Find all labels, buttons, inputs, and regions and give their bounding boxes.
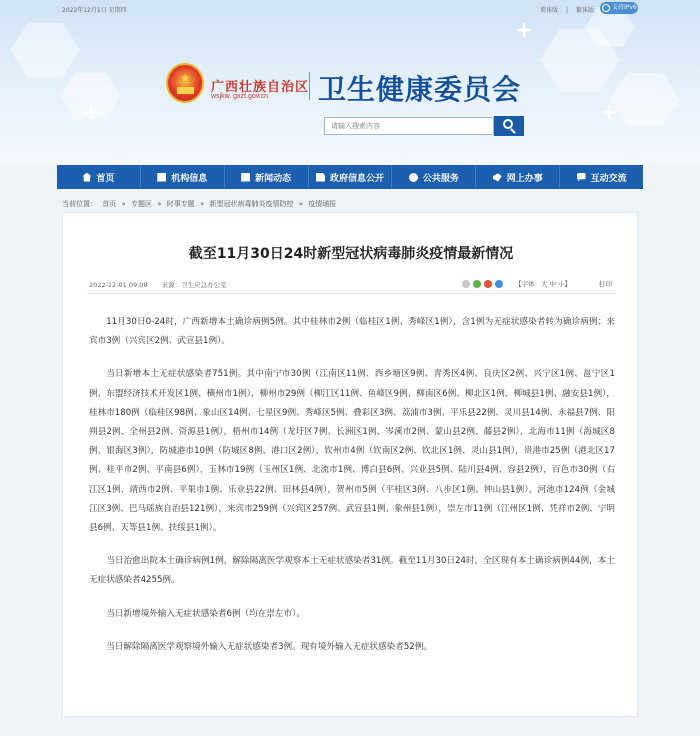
article-meta: [89, 280, 239, 289]
article-paragraph: 当日解除隔离医学观察境外输入无症状感染者3例。现有境外输入无症状感染者52例。: [106, 641, 432, 652]
ipv6-icon: [602, 4, 610, 12]
region-name: 广西壮族自治区: [211, 80, 310, 95]
hexagon-decoration: [610, 70, 680, 130]
article-paragraph: 当日新增境外输入无症状感染者6例（均在崇左市）。: [106, 608, 306, 619]
breadcrumb-item[interactable]: 时事专题: [166, 200, 195, 208]
breadcrumb-separator: »: [298, 200, 304, 208]
divider: [87, 293, 615, 294]
font-size-control[interactable]: 【字体：大 中 小】: [515, 280, 572, 288]
breadcrumb-separator: »: [121, 200, 126, 208]
breadcrumb: [62, 199, 339, 209]
breadcrumb-separator: »: [200, 200, 205, 208]
nav-label: 新闻动态: [255, 173, 292, 184]
search-input[interactable]: 请输入搜索内容: [324, 117, 494, 135]
share-icons: [462, 280, 506, 288]
weibo-icon[interactable]: [484, 280, 492, 288]
plus-decoration: +: [82, 100, 101, 125]
top-links: [534, 5, 594, 14]
share-icon[interactable]: [462, 280, 470, 288]
news-icon: [241, 173, 250, 182]
current-date: 2022年12月1日 星期四: [62, 7, 127, 14]
site-title[interactable]: 卫生健康委员会: [318, 73, 522, 106]
document-icon: [316, 173, 325, 182]
separator: |: [566, 7, 569, 14]
header-divider: [309, 72, 310, 100]
nav-item-org[interactable]: [141, 165, 225, 189]
article-date: 2022-12-01 09:08: [89, 281, 148, 289]
nav-label: 机构信息: [171, 173, 208, 184]
region-url: wsjkw. gxzf.gov.cn: [211, 93, 269, 100]
ipv6-label: 支持IPv6: [612, 4, 637, 11]
nav-label: 互动交流: [590, 173, 627, 184]
article-source: 来源：卫生应急办公室: [161, 281, 227, 289]
breadcrumb-item[interactable]: 首页: [102, 200, 117, 208]
simplified-link[interactable]: 简体版: [540, 7, 559, 14]
article-title: 截至11月30日24时新型冠状病毒肺炎疫情最新情况: [188, 246, 514, 262]
top-bar: [0, 0, 700, 17]
home-icon: [82, 173, 91, 182]
article-paragraph: 当日治愈出院本土确诊病例1例，解除隔离医学观察本土无症状感染者31例。截至11月30日24时，全区现有本土确诊病例44例，本土无症状感染者4255例。: [89, 556, 615, 586]
breadcrumb-prefix: 当前位置：: [62, 200, 97, 208]
qq-icon[interactable]: [495, 280, 503, 288]
nav-label: 公共服务: [422, 173, 459, 184]
nav-item-interact[interactable]: [560, 165, 643, 189]
wechat-icon[interactable]: [473, 280, 481, 288]
plus-decoration: +: [600, 100, 619, 125]
plus-decoration: +: [515, 18, 534, 43]
star-icon: ★: [180, 71, 191, 85]
main-nav: [57, 165, 643, 189]
nav-item-online[interactable]: [476, 165, 560, 189]
breadcrumb-item[interactable]: 专题区: [131, 200, 152, 208]
breadcrumb-separator: »: [157, 200, 162, 208]
org-icon: [157, 173, 166, 182]
hexagon-decoration: [10, 20, 80, 80]
nav-item-service[interactable]: [392, 165, 476, 189]
article-body: [89, 313, 615, 671]
print-button[interactable]: 打印: [599, 280, 612, 288]
nav-item-home[interactable]: [57, 165, 141, 189]
search-button[interactable]: [494, 116, 524, 136]
article-paragraph: 当日新增本土无症状感染者751例。其中南宁市30例（江南区11例、西乡塘区9例、青秀区4例、良庆区2例、兴宁区1例、邕宁区1例、东盟经济技术开发区1例、横州市1例），柳州市29例（柳江区11例、鱼峰区9例、柳南区6例、柳北区1例、柳城县1例、融安县1例），桂林市180例（临桂区98例、象山区14例、七星区9例、秀峰区5例、叠彩区3例、荔浦市3例、平乐县22例、灵川县14例、永福县7例、阳朔县2例、全州县2例、资源县1例），梧州市14例（龙圩区7例、长洲区1例、岑溪市2例、蒙山县2例、藤县2例），北海市11例（海城区8例、银海区3例），防城港市10例（防城区8例、港口区2例），钦州市4例（钦南区2例、钦北区1例、灵山县1例），贵港市25例（港北区17例、桂平市2例、平南县6例），玉林市19例（玉州区1例、北流市1例、博白县6例、兴业县5例、陆川县4例、容县2例），百色市30例（右江区1例、靖西市2例、平果市1例、乐业县22例、田林县4例），贺州市5例（平桂区3例、八步区1例、钟山县1例），河池市124例（金城江区3例、巴马瑶族自治县121例），来宾市259例（兴宾区257例、武宣县1例、象州县1例），崇左市11例（江州区1例、凭祥市2例、宁明县6例、天等县1例、扶绥县1例）。: [89, 369, 615, 534]
nav-label: 政府信息公开: [330, 173, 385, 184]
gate-icon: [177, 87, 194, 94]
nav-item-news[interactable]: [225, 165, 309, 189]
search-icon-handle: [510, 128, 516, 134]
nav-label: 网上办事: [506, 173, 543, 184]
chat-icon: [577, 173, 586, 182]
breadcrumb-item[interactable]: 疫情通报: [308, 200, 337, 208]
traditional-link[interactable]: 繁体版: [575, 7, 594, 14]
service-icon: [409, 173, 418, 182]
ipv6-badge[interactable]: [600, 2, 638, 14]
nav-item-disclosure[interactable]: [309, 165, 393, 189]
handshake-icon: [493, 173, 502, 182]
national-emblem-logo[interactable]: [166, 63, 204, 103]
nav-label: 首页: [96, 173, 115, 184]
article-paragraph: 11月30日0-24时，广西新增本土确诊病例5例。其中桂林市2例（临桂区1例、秀峰区1例），含1例为无症状感染者转为确诊病例；来宾市3例（兴宾区2例、武宣县1例）。: [89, 317, 615, 347]
breadcrumb-item[interactable]: 新型冠状病毒肺炎疫情防控: [209, 200, 294, 208]
article-card: [62, 212, 638, 717]
